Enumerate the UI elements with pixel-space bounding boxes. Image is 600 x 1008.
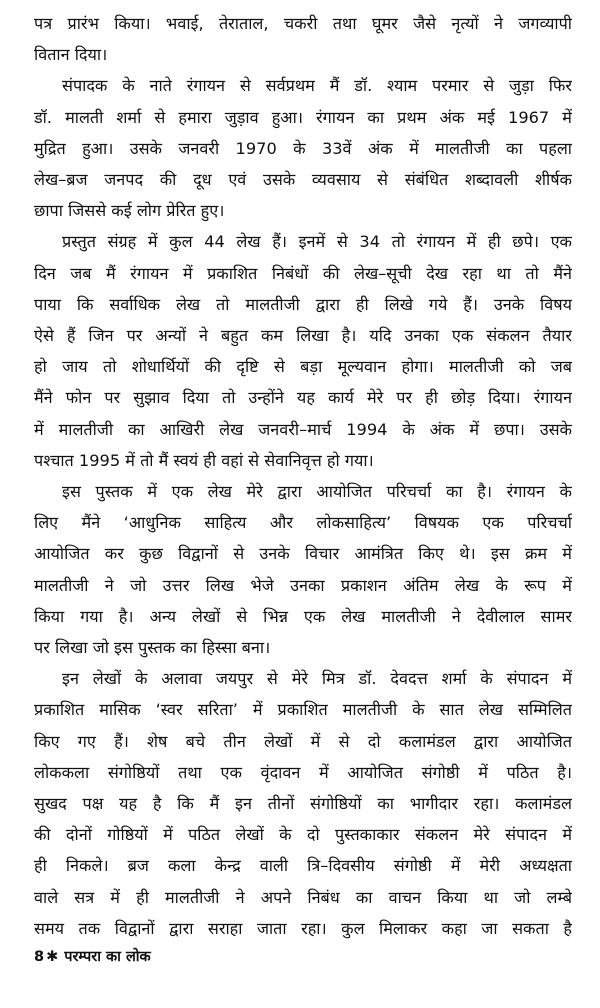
text-line: पश्चात 1995 में तो मैं स्वयं ही वहां से सेवानिवृत्त हो गया। [34,450,374,470]
text-line: इस पुस्तक में एक लेख मेरे द्वारा आयोजित परिचर्चा का है। रंगायन के [62,482,572,502]
text-line: ही निकले। ब्रज कला केन्द्र वाली त्रि–दिवसीय संगोष्ठी में मेरी अध्यक्षता [34,856,572,876]
text-line: मालतीजी ने जो उत्तर लिख भेजे उनका प्रकाशन अंतिम लेख के रूप में [34,575,572,595]
text-line: प्रस्तुत संग्रह में कुल 44 लेख हैं। इनमें से 34 तो रंगायन में ही छपे। एक [62,232,572,252]
page-number: 8 [34,949,45,965]
text-line: में मालतीजी का आखिरी लेख जनवरी–मार्च 1994 के अंक में छपा। उसके [34,419,572,439]
paragraph-5 [34,663,572,944]
text-line: की दोनों गोष्ठियों में पठित लेखों के दो पुस्तकाकार संकलन मेरे संपादन में [34,825,572,845]
text-line: समय तक विद्वानों द्वारा सराहा जाता रहा। कुल मिलाकर कहा जा सकता है [34,918,572,938]
text-line: प्रकाशित मासिक ‘स्वर सरिता’ में प्रकाशित मालतीजी के सात लेख सम्मिलित [34,700,572,720]
star-icon: ✱ [46,949,59,965]
text-line: आयोजित कर कुछ विद्वानों से उनके विचार आमंत्रित किए थे। इस क्रम में [34,544,572,564]
text-line: डॉ. मालती शर्मा से हमारा जुड़ाव हुआ। रंगायन का प्रथम अंक मई 1967 में [34,107,572,127]
text-line: ऐसे हैं जिन पर अन्यों ने बहुत कम लिखा है। यदि उनका एक संकलन तैयार [34,326,572,346]
text-line: मुद्रित हुआ। उसके जनवरी 1970 के 33वें अंक में मालतीजी का पहला [34,138,572,158]
text-line: वाले सत्र में ही मालतीजी ने अपने निबंध का वाचन किया था जो लम्बे [34,887,572,907]
text-line: पत्र प्रारंभ किया। भवाई, तेराताल, चकरी तथा घूमर जैसे नृत्यों ने जगव्यापी [34,14,572,33]
text-line: लोककला संगोष्ठियों तथा एक वृंदावन में आयोजित संगोष्ठी में पठित है। [34,762,572,782]
text-line: लेख–ब्रज जनपद की दूध एवं उसके व्यवसाय से संबंधित शब्दावली शीर्षक [34,170,572,190]
paragraph-1 [34,8,572,70]
paragraph-2 [34,70,572,226]
text-line: पर लिखा जो इस पुस्तक का हिस्सा बना। [34,638,271,658]
book-title: परम्परा का लोक [64,949,151,965]
text-line: किया गया है। अन्य लेखों से भिन्न एक लेख मालतीजी ने देवीलाल सामर [34,606,572,626]
text-line: हो जाय तो शोधार्थियों की दृष्टि से बड़ा मूल्यवान होगा। मालतीजी को जब [34,357,572,377]
page-footer [34,946,151,966]
text-line: वितान दिया। [34,45,108,65]
text-line: संपादक के नाते रंगायन से सर्वप्रथम मैं डॉ. श्याम परमार से जुड़ा फिर [62,76,572,96]
text-line: पाया कि सर्वाधिक लेख तो मालतीजी द्वारा ही लिखे गये हैं। उनके विषय [34,294,572,314]
paragraph-3 [34,226,572,476]
paragraph-4 [34,476,572,663]
text-line: इन लेखों के अलावा जयपुर से मेरे मित्र डॉ. देवदत्त शर्मा के संपादन में [62,669,572,689]
text-line: लिए मैंने ‘आधुनिक साहित्य और लोकसाहित्य’ विषयक एक परिचर्चा [34,513,572,533]
text-line: छापा जिससे कई लोग प्रेरित हुए। [34,201,225,221]
text-line: मैंने फोन पर सुझाव दिया तो उन्होंने यह कार्य मेरे पर ही छोड़ दिया। रंगायन [34,388,572,408]
text-line: किए गए हैं। शेष बचे तीन लेखों में से दो कलामंडल द्वारा आयोजित [34,731,572,751]
text-line: सुखद पक्ष यह है कि मैं इन तीनों संगोष्ठियों का भागीदार रहा। कलामंडल [34,794,572,814]
text-line: दिन जब मैं रंगायन में प्रकाशित निबंधों की लेख–सूची देख रहा था तो मैंने [34,263,572,283]
page-body [34,8,572,944]
